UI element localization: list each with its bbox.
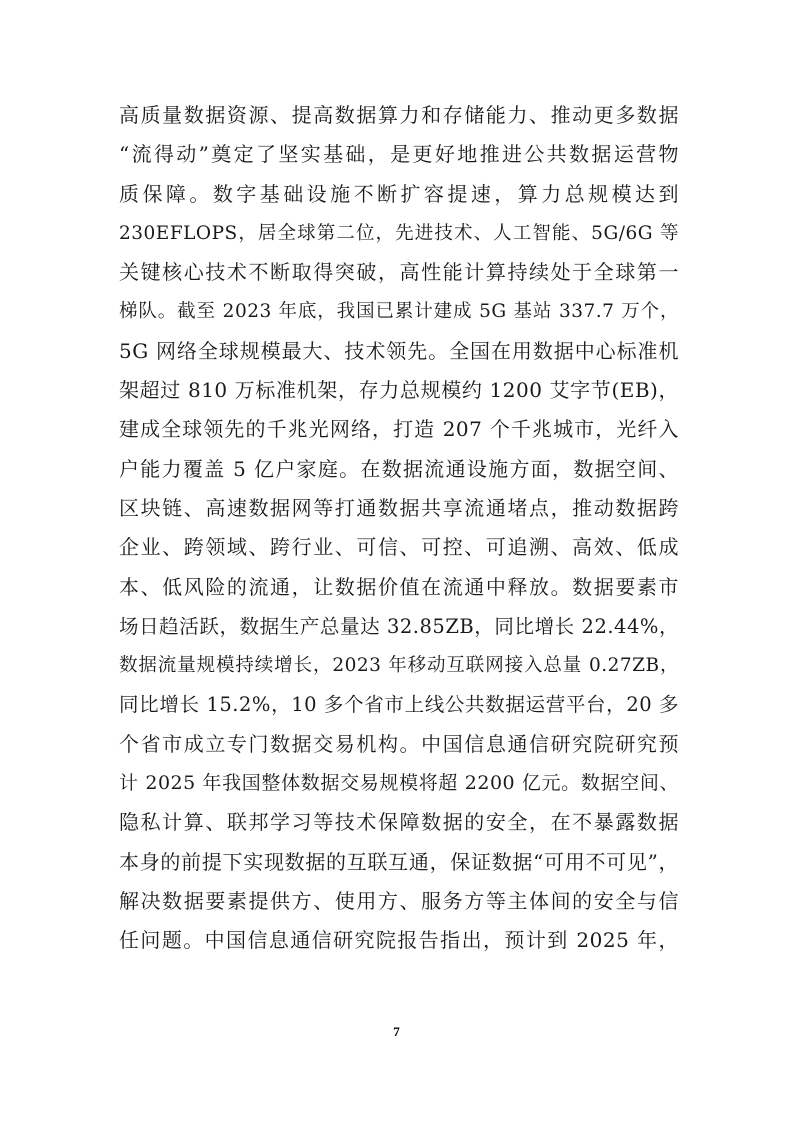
text-line: 梯队。截至 2023 年底，我国已累计建成 5G 基站 337.7 万个， xyxy=(119,301,679,323)
text-line: 数据流量规模持续增长，2023 年移动互联网接入总量 0.27ZB， xyxy=(119,655,679,677)
text-line: 场日趋活跃，数据生产总量达 32.85ZB，同比增长 22.44%， xyxy=(119,614,679,638)
text-line: 230EFLOPS，居全球第二位，先进技术、人工智能、5G/6G 等 xyxy=(119,222,679,244)
text-line: 关键核心技术不断取得突破，高性能计算持续处于全球第一 xyxy=(119,260,679,285)
text-line: “流得动”奠定了坚实基础，是更好地推进公共数据运营物 xyxy=(119,142,679,167)
text-line: 计 2025 年我国整体数据交易规模将超 2200 亿元。数据空间、 xyxy=(119,772,679,795)
text-line: 同比增长 15.2%，10 多个省市上线公共数据运营平台，20 多 xyxy=(119,693,679,717)
body-paragraph xyxy=(119,96,679,961)
text-line: 企业、跨领域、跨行业、可信、可控、可追溯、高效、低成 xyxy=(119,535,679,560)
text-line: 解决数据要素提供方、使用方、服务方等主体间的安全与信 xyxy=(119,888,679,913)
text-line: 任问题。中国信息通信研究院报告指出，预计到 2025 年， xyxy=(119,928,679,953)
text-line: 质保障。数字基础设施不断扩容提速，算力总规模达到 xyxy=(119,181,679,206)
text-line: 5G 网络全球规模最大、技术领先。全国在用数据中心标准机 xyxy=(119,338,679,363)
text-line: 隐私计算、联邦学习等技术保障数据的安全，在不暴露数据 xyxy=(119,810,679,835)
text-line: 区块链、高速数据网等打通数据共享流通堵点，推动数据跨 xyxy=(119,495,679,520)
text-line: 户能力覆盖 5 亿户家庭。在数据流通设施方面，数据空间、 xyxy=(119,456,679,481)
text-line: 高质量数据资源、提高数据算力和存储能力、推动更多数据 xyxy=(119,103,679,127)
text-line: 架超过 810 万标准机架，存力总规模约 1200 艾字节(EB)， xyxy=(119,378,679,403)
page-number: 7 xyxy=(393,1024,400,1039)
text-line: 本身的前提下实现数据的互联互通，保证数据“可用不可见”， xyxy=(119,849,679,874)
text-line: 建成全球领先的千兆光网络，打造 207 个千兆城市，光纤入 xyxy=(119,417,679,442)
text-line: 个省市成立专门数据交易机构。中国信息通信研究院研究预 xyxy=(119,731,679,756)
text-line: 本、低风险的流通，让数据价值在流通中释放。数据要素市 xyxy=(119,574,679,599)
